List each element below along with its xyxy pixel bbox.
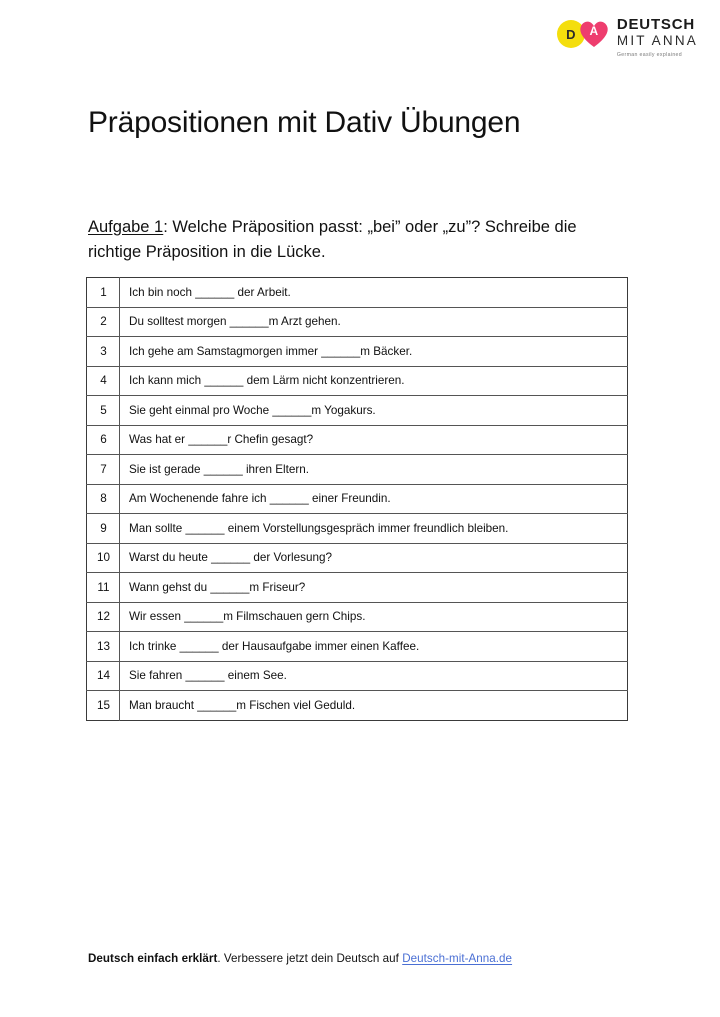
table-row [87, 514, 628, 544]
table-row [87, 573, 628, 603]
row-number: 6 [87, 425, 120, 455]
logo-marks [557, 17, 609, 51]
row-number: 14 [87, 661, 120, 691]
exercise-table-body [87, 278, 628, 721]
logo-heart-icon [579, 20, 609, 48]
exercise-table [86, 277, 628, 721]
row-number: 10 [87, 543, 120, 573]
instruction-body: : Welche Präposition passt: „bei” oder „zu”? Schreibe die richtige Präposition in die Lücke. [88, 217, 577, 262]
table-row [87, 455, 628, 485]
row-sentence[interactable]: Sie ist gerade ______ ihren Eltern. [120, 455, 628, 485]
row-sentence[interactable]: Ich gehe am Samstagmorgen immer ______m Bäcker. [120, 337, 628, 367]
page-title: Präpositionen mit Dativ Übungen [88, 106, 521, 139]
row-sentence[interactable]: Du solltest morgen ______m Arzt gehen. [120, 307, 628, 337]
table-row [87, 691, 628, 721]
table-row [87, 366, 628, 396]
table-row [87, 425, 628, 455]
table-row [87, 396, 628, 426]
row-number: 7 [87, 455, 120, 485]
row-number: 8 [87, 484, 120, 514]
logo-wordmark [617, 16, 698, 58]
footer [88, 952, 648, 965]
row-sentence[interactable]: Man braucht ______m Fischen viel Geduld. [120, 691, 628, 721]
logo-heart-letter-a: A [589, 24, 599, 38]
row-number: 11 [87, 573, 120, 603]
logo-brand-line1: DEUTSCH [616, 16, 695, 33]
row-number: 1 [87, 278, 120, 308]
row-sentence[interactable]: Was hat er ______r Chefin gesagt? [120, 425, 628, 455]
table-row [87, 661, 628, 691]
row-number: 4 [87, 366, 120, 396]
table-row [87, 602, 628, 632]
row-number: 13 [87, 632, 120, 662]
footer-middle-text: . Verbessere jetzt dein Deutsch auf [217, 952, 403, 965]
table-row [87, 278, 628, 308]
row-number: 15 [87, 691, 120, 721]
row-number: 5 [87, 396, 120, 426]
row-sentence[interactable]: Sie geht einmal pro Woche ______m Yogakurs. [120, 396, 628, 426]
row-sentence[interactable]: Man sollte ______ einem Vorstellungsgespräch immer freundlich bleiben. [120, 514, 628, 544]
row-sentence[interactable]: Ich trinke ______ der Hausaufgabe immer einen Kaffee. [120, 632, 628, 662]
table-row [87, 337, 628, 367]
brand-logo [557, 16, 698, 58]
row-sentence[interactable]: Wir essen ______m Filmschauen gern Chips. [120, 602, 628, 632]
task-label: Aufgabe 1 [88, 217, 164, 236]
row-number: 2 [87, 307, 120, 337]
row-sentence[interactable]: Am Wochenende fahre ich ______ einer Freundin. [120, 484, 628, 514]
table-row [87, 543, 628, 573]
footer-website-link[interactable]: Deutsch-mit-Anna.de [402, 952, 513, 965]
row-sentence[interactable]: Ich kann mich ______ dem Lärm nicht konzentrieren. [120, 366, 628, 396]
row-sentence[interactable]: Warst du heute ______ der Vorlesung? [120, 543, 628, 573]
table-row [87, 632, 628, 662]
row-number: 3 [87, 337, 120, 367]
table-row [87, 307, 628, 337]
logo-brand-line2: MIT ANNA [616, 32, 698, 48]
logo-circle-d-icon: D [557, 20, 585, 48]
row-number: 12 [87, 602, 120, 632]
logo-tagline: German easily explained [616, 51, 683, 58]
instruction-text [88, 215, 634, 266]
table-row [87, 484, 628, 514]
row-sentence[interactable]: Ich bin noch ______ der Arbeit. [120, 278, 628, 308]
row-number: 9 [87, 514, 120, 544]
footer-strong-text: Deutsch einfach erklärt [88, 952, 218, 965]
row-sentence[interactable]: Wann gehst du ______m Friseur? [120, 573, 628, 603]
row-sentence[interactable]: Sie fahren ______ einem See. [120, 661, 628, 691]
